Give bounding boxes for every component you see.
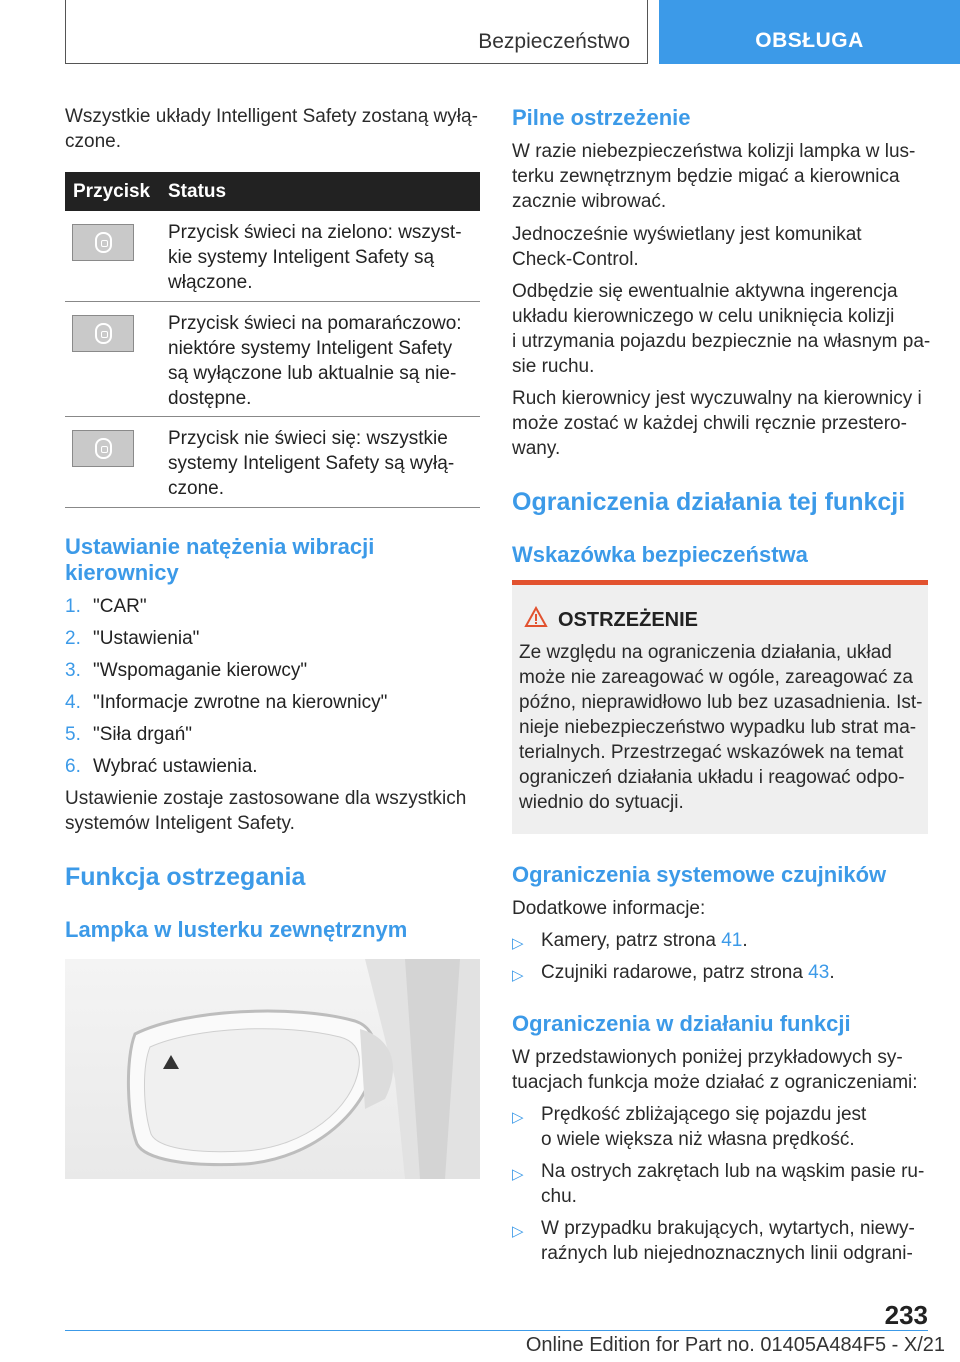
warning-function-heading: Funkcja ostrzegania [65, 863, 306, 891]
bullet-icon: ▷ [512, 1109, 524, 1126]
intelligent-safety-button-icon [72, 430, 134, 467]
intelligent-safety-button-icon [72, 224, 134, 261]
mirror-illustration [65, 959, 480, 1179]
step-text[interactable]: "Siła drgań" [93, 724, 193, 745]
bullet-icon: ▷ [512, 1223, 524, 1240]
page-link[interactable]: 43 [808, 962, 830, 983]
section-title: Bezpieczeństwo [478, 30, 630, 53]
step-number: 5. [65, 724, 81, 745]
vibration-note: Ustawienie zostaje zastosowane dla wszystkich systemów Inteligent Safety. [65, 788, 467, 834]
step-number: 4. [65, 692, 81, 713]
step-text[interactable]: "Informacje zwrotne na kierownicy" [93, 692, 388, 713]
step-text[interactable]: "Ustawienia" [93, 628, 200, 649]
bullet-icon: ▷ [512, 967, 524, 984]
function-limits-heading: Ograniczenia w działaniu funkcji [512, 1011, 851, 1036]
urgent-paragraph-4: Ruch kierownicy jest wyczuwalny na kierownicy i może zostać w każdej chwili ręcznie przestero- wany. [512, 388, 922, 459]
page-number: 233 [884, 1300, 928, 1330]
page-link[interactable]: 41 [721, 930, 743, 951]
list-item: Czujniki radarowe, patrz strona 43. [541, 962, 835, 983]
sensor-limits-heading: Ograniczenia systemowe czujników [512, 862, 887, 887]
mirror-lamp-heading: Lampka w lusterku zewnętrznym [65, 917, 408, 942]
col-header-button: Przycisk [73, 181, 151, 202]
bullet-icon: ▷ [512, 1166, 524, 1183]
chapter-tab[interactable]: OBSŁUGA [659, 0, 960, 64]
table-row: Przycisk nie świeci się: wszystkie systemy Inteligent Safety są wyłą- czone. [65, 417, 480, 508]
sensor-intro: Dodatkowe informacje: [512, 898, 706, 919]
list-item: W przypadku brakujących, wytartych, niewy- raźnych lub niejednoznacznych linii odgrani- [541, 1218, 915, 1264]
table-row: Przycisk świeci na zielono: wszyst- kie systemy Inteligent Safety są włączone. [65, 211, 480, 302]
step-number: 6. [65, 756, 81, 777]
vibration-heading: Ustawianie natężenia wibracji kierownicy [65, 534, 375, 585]
intro-text: Wszystkie układy Intelligent Safety zostaną wyłą- czone. [65, 106, 478, 152]
sensor-list [512, 928, 932, 988]
table-header [65, 172, 480, 211]
intelligent-safety-button-icon [72, 315, 134, 352]
step-number: 2. [65, 628, 81, 649]
list-item: Prędkość zbliżającego się pojazdu jest o wiele większa niż własna prędkość. [541, 1104, 867, 1150]
step-text[interactable]: "Wspomaganie kierowcy" [93, 660, 308, 681]
table-row: Przycisk świeci na pomarańczowo: niektóre systemy Inteligent Safety są wyłączone lub aktualnie są nie- dostępne. [65, 302, 480, 417]
vibration-steps [65, 594, 480, 784]
function-intro: W przedstawionych poniżej przykładowych sy- tuacjach funkcja może działać z ograniczeniami: [512, 1047, 918, 1093]
urgent-paragraph-3: Odbędzie się ewentualnie aktywna ingerencja układu kierowniczego w celu uniknięcia kolizji i utrzymania pojazdu bezpiecznie na własnym pa- sie ruchu. [512, 281, 931, 377]
list-item: Kamery, patrz strona 41. [541, 930, 748, 951]
list-item: Na ostrych zakrętach lub na wąskim pasie ru- chu. [541, 1161, 925, 1207]
step-text: Wybrać ustawienia. [93, 756, 258, 777]
urgent-paragraph-1: W razie niebezpieczeństwa kolizji lampka w lus- terku zewnętrznym będzie migać a kierownica zacznie wibrować. [512, 141, 916, 212]
urgent-paragraph-2: Jednocześnie wyświetlany jest komunikat Check-Control. [512, 224, 862, 270]
step-text[interactable]: "CAR" [93, 596, 147, 617]
warning-text: Ze względu na ograniczenia działania, układ może nie zareagować w ogóle, zareagować za późno, nieprawidłowo lub bez uzasadnienia. Ist- nieje niebezpieczeństwo wypadku lub strat ma- terialnych. Przestrzegać wskazówek na temat ograniczeń działania układu i reagować odpo- wiednio do sytuacji. [519, 642, 923, 813]
warning-triangle-icon [524, 606, 548, 633]
button-status-table [65, 172, 480, 508]
step-number: 1. [65, 596, 81, 617]
warning-label: OSTRZEŻENIE [558, 609, 699, 631]
col-header-status: Status [168, 181, 227, 202]
limits-heading: Ograniczenia działania tej funkcji [512, 488, 906, 516]
function-list [512, 1102, 932, 1272]
step-number: 3. [65, 660, 81, 681]
edition-footer: Online Edition for Part no. 01405A484F5 - X/21 [525, 1334, 945, 1356]
bullet-icon: ▷ [512, 935, 524, 952]
urgent-warning-heading: Pilne ostrzeżenie [512, 105, 691, 130]
footer-divider [65, 1330, 928, 1331]
safety-note-heading: Wskazówka bezpieczeństwa [512, 542, 808, 567]
